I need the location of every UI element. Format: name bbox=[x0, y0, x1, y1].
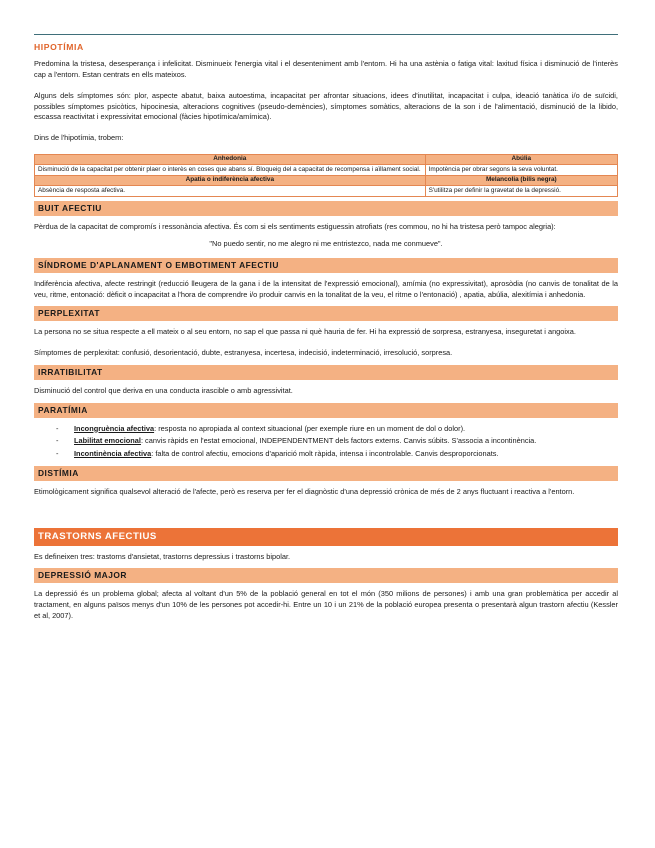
section-title-aplanament: SÍNDROME D'APLANAMENT O EMBOTIMENT AFECTIU bbox=[34, 258, 618, 273]
list-item-text: : canvis ràpids en l'estat emocional, INDEPENDENTMENT dels factors externs. Canvis súbits. S'associa a incontinència. bbox=[140, 436, 537, 446]
list-item bbox=[56, 449, 618, 460]
section-title-distimia: DISTÍMIA bbox=[34, 466, 618, 481]
list-item-text: : resposta no apropiada al context situacional (per exemple riure en un moment de dol o dolor). bbox=[154, 423, 466, 433]
list-item-term: Incontinència afectiva bbox=[74, 449, 152, 459]
table-cell-melancolia: S'utilitza per definir la gravetat de la depressió. bbox=[425, 185, 617, 197]
section-title-irratibilitat: IRRATIBILITAT bbox=[34, 365, 618, 380]
section-title-perplexitat: PERPLEXITAT bbox=[34, 306, 618, 321]
bullet-dash: - bbox=[56, 423, 59, 433]
list-item-term: Labilitat emocional bbox=[74, 436, 141, 446]
list-item bbox=[56, 436, 618, 447]
bullet-dash: - bbox=[56, 449, 59, 459]
perplexitat-paragraph-1: La persona no se situa respecte a ell mateix o al seu entorn, no sap el que passa ni què hauria de fer. Hi ha expressió de sorpresa, estranyesa, inseguretat i angoixa. bbox=[34, 327, 576, 337]
list-item-term: Incongruència afectiva bbox=[74, 423, 155, 433]
table-cell-anhedonia: Disminució de la capacitat per obtenir plaer o interès en coses que abans sí. Bloqueig del a capacitat de recompensa i aïllament social. bbox=[35, 164, 426, 176]
section-title-paratimia: PARATÍMIA bbox=[34, 403, 618, 418]
section-title-hipotimia: HIPOTÍMIA bbox=[34, 42, 84, 52]
bullet-dash: - bbox=[56, 436, 59, 446]
hipotimia-paragraph-2: Alguns dels símptomes són: plor, aspecte abatut, baixa autoestima, incapacitat per afrontar situacions, idees d'inutilitat, incapacitat i culpa, ideació tanàtica i/o de suïcidi, possibles símptomes psicòtics, hipocinesia, alteracions cognitives (pseudo-demències), símptomes somàtics, alteracions de la son i de l'alimentació, disminució de la libido, escassa reactivitat i expressivitat emocional (fàcies hipotímica/amímica). bbox=[34, 90, 618, 122]
paratimia-list bbox=[34, 424, 618, 460]
hipotimia-paragraph-1: Predomina la tristesa, desesperança i infelicitat. Disminueix l'energia vital i el desenteniment amb l'entorn. Hi ha una astènia o fatiga vital: laxitud física i disminució de l'interès cap a l'entorn. Estan centrats en ells mateixos. bbox=[34, 59, 618, 80]
section-title-trastorns-afectius: TRASTORNS AFECTIUS bbox=[34, 528, 618, 546]
trastorns-paragraph: Es defineixen tres: trastorns d'ansietat, trastorns depressius i trastorns bipolar. bbox=[34, 551, 291, 561]
distimia-paragraph: Etimològicament significa qualsevol alteració de l'afecte, però es reserva per fer el diagnòstic d'una depressió crònica de més de 2 anys fluctuant i reactiva a l'entorn. bbox=[34, 486, 575, 496]
aplanament-paragraph: Indiferència afectiva, afecte restringit (reducció lleugera de la gana i de la intensitat de l'expressió emocional), amímia (no expressivitat), aprosòdia (no canvis de tonalitat de la veu, ritme, entonació: dèficit o incapacitat a l'hora de comprendre i/o produir canvis en la tonalitat de la veu, el ritme o l'entonació) , apatia, abúlia, alexitímia i anhedonia. bbox=[34, 278, 618, 299]
table-header-anhedonia: Anhedonia bbox=[35, 154, 426, 164]
top-rule bbox=[34, 34, 618, 35]
table-cell-abulia: Impotència per obrar segons la seva voluntat. bbox=[425, 164, 617, 176]
table-header-melancolia: Melancolia (bilis negra) bbox=[425, 176, 617, 186]
table-cell-apatia: Absència de resposta afectiva. bbox=[35, 185, 426, 197]
list-item-text: : falta de control afectiu, emocions d'aparició molt ràpida, intensa i incontrolable. Canvis desproporcionats. bbox=[151, 449, 499, 459]
section-spacer bbox=[34, 504, 618, 528]
table-header-abulia: Abúlia bbox=[425, 154, 617, 164]
hipotimia-table bbox=[34, 154, 618, 198]
depressio-paragraph: La depressió és un problema global; afecta al voltant d'un 5% de la població general en tot el món (350 milions de persones) i amb una gran problemàtica per accedir al tractament, en alguns països menys d'un 10% de les persones pot accedir-hi. Entre un 10 i un 21% de la població europea presenta o presentarà algun trastorn afectiu (Kessler et al, 2007). bbox=[34, 589, 618, 620]
list-item bbox=[56, 424, 618, 435]
perplexitat-paragraph-2: Símptomes de perplexitat: confusió, desorientació, dubte, estranyesa, incertesa, indecisió, indeterminació, irresolució, sorpresa. bbox=[34, 348, 453, 358]
irratibilitat-paragraph: Disminució del control que deriva en una conducta irascible o amb agressivitat. bbox=[34, 385, 293, 395]
table-header-apatia: Apatia o indiferència afectiva bbox=[35, 176, 426, 186]
buit-quote: "No puedo sentir, no me alegro ni me entristezco, nada me conmueve". bbox=[209, 239, 443, 249]
section-title-depressio-major: DEPRESSIÓ MAJOR bbox=[34, 568, 618, 583]
section-title-buit-afectiu: BUIT AFECTIU bbox=[34, 201, 618, 216]
buit-paragraph: Pèrdua de la capacitat de compromís i ressonància afectiva. És com si els sentiments estiguessin atrofiats (res commou, no hi ha tristesa però tampoc alegria): bbox=[34, 222, 556, 232]
document-page bbox=[34, 34, 618, 627]
hipotimia-paragraph-3: Dins de l'hipotímia, trobem: bbox=[34, 133, 124, 143]
